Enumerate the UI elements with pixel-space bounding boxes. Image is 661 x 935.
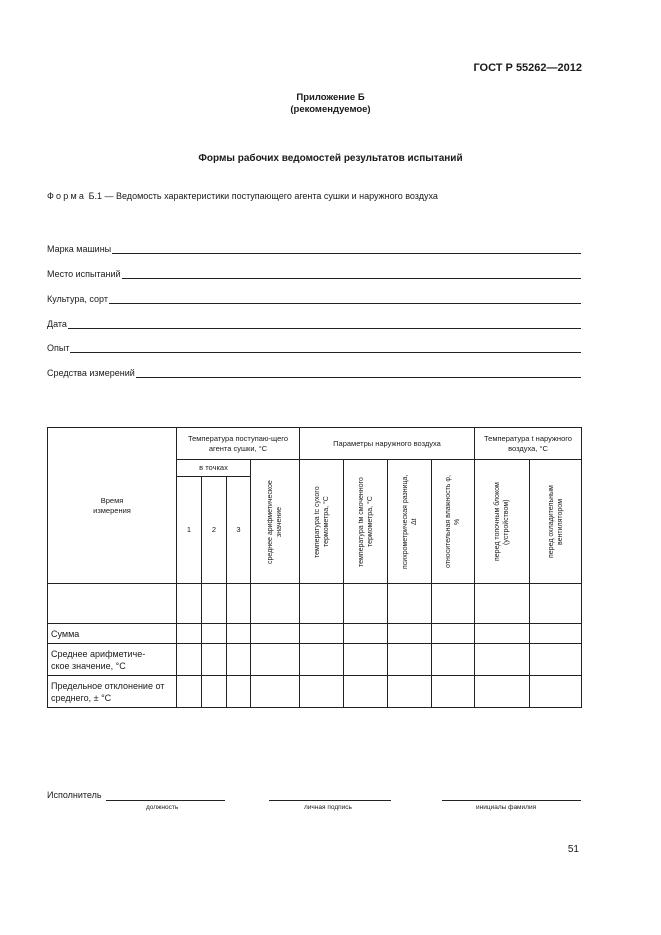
cell[interactable] xyxy=(177,676,202,708)
cell[interactable] xyxy=(432,584,475,624)
cell[interactable] xyxy=(432,624,475,644)
cell[interactable] xyxy=(251,676,300,708)
cell[interactable] xyxy=(344,676,388,708)
header-dry-temp: температура tс сухого термометра, °С xyxy=(300,460,344,584)
annex-title: Приложение Б xyxy=(296,92,365,103)
cell[interactable] xyxy=(344,624,388,644)
cell[interactable] xyxy=(530,644,582,676)
field-label: Дата xyxy=(47,319,67,329)
row-label-sum: Сумма xyxy=(48,624,177,644)
cell[interactable] xyxy=(432,676,475,708)
header-in-points: в точках xyxy=(177,460,251,477)
signature-line xyxy=(269,789,391,801)
header-point-1: 1 xyxy=(177,477,202,584)
header-wet-temp: температура tм смоченного термометра, °С xyxy=(344,460,388,584)
cell[interactable] xyxy=(530,676,582,708)
cell[interactable] xyxy=(227,644,251,676)
cell[interactable] xyxy=(300,584,344,624)
cell[interactable] xyxy=(300,624,344,644)
cell[interactable] xyxy=(388,676,432,708)
form-caption-text: — Ведомость характеристики поступающего агента сушки и наружного воздуха xyxy=(104,191,438,201)
caption-position: должность xyxy=(146,804,179,811)
fill-line xyxy=(68,319,581,329)
annex-subtitle: (рекомендуемое) xyxy=(290,104,371,115)
cell[interactable] xyxy=(344,644,388,676)
fill-line xyxy=(70,343,581,353)
fill-line xyxy=(136,368,581,378)
cell[interactable] xyxy=(475,644,530,676)
header-psychro-diff: психрометрическая разница, Δt xyxy=(388,460,432,584)
cell[interactable] xyxy=(388,624,432,644)
row-label-limit: Предельное отклонение от среднего, ± °С xyxy=(48,676,177,708)
page-number: 51 xyxy=(567,844,579,855)
section-title: Формы рабочих ведомостей результатов испытаний xyxy=(198,153,463,164)
table-row-limit xyxy=(48,676,582,708)
cell[interactable] xyxy=(202,584,227,624)
cell[interactable] xyxy=(475,676,530,708)
cell[interactable] xyxy=(530,584,582,624)
cell[interactable] xyxy=(300,644,344,676)
header-outdoor-params: Параметры наружного воздуха xyxy=(300,428,475,460)
form-prefix: Форма xyxy=(47,191,87,201)
signature-label: Исполнитель xyxy=(47,790,102,800)
cell[interactable] xyxy=(227,624,251,644)
field-crop-variety xyxy=(47,292,581,304)
cell[interactable] xyxy=(202,624,227,644)
cell[interactable] xyxy=(227,676,251,708)
header-mean-value: среднее арифметическое значение xyxy=(251,460,300,584)
field-label: Опыт xyxy=(47,343,70,353)
field-instruments xyxy=(47,366,581,378)
cell[interactable] xyxy=(388,644,432,676)
field-machine-brand xyxy=(47,242,581,254)
name-line xyxy=(442,789,581,801)
cell[interactable] xyxy=(300,676,344,708)
field-label: Средства измерений xyxy=(47,368,135,378)
fill-line xyxy=(122,269,581,279)
cell[interactable] xyxy=(344,584,388,624)
cell[interactable] xyxy=(388,584,432,624)
table-row xyxy=(48,584,582,624)
cell[interactable] xyxy=(177,624,202,644)
cell[interactable] xyxy=(432,644,475,676)
header-point-2: 2 xyxy=(202,477,227,584)
fill-line xyxy=(112,244,581,254)
header-outdoor-temp: Температура t наружного воздуха, °С xyxy=(475,428,582,460)
field-label: Культура, сорт xyxy=(47,294,108,304)
field-label: Место испытаний xyxy=(47,269,121,279)
form-number: Б.1 xyxy=(88,191,102,201)
header-rel-humidity: относительная влажность φ, % xyxy=(432,460,475,584)
field-label: Марка машины xyxy=(47,244,112,254)
header-before-fan: перед охладительным вентилятором xyxy=(530,460,582,584)
cell[interactable] xyxy=(475,624,530,644)
fill-line xyxy=(109,294,581,304)
header-time: Время измерения xyxy=(48,428,177,584)
cell[interactable] xyxy=(227,584,251,624)
caption-name: инициалы фамилия xyxy=(476,804,537,811)
cell[interactable] xyxy=(177,644,202,676)
cell[interactable] xyxy=(530,624,582,644)
cell[interactable] xyxy=(251,584,300,624)
cell[interactable] xyxy=(202,676,227,708)
field-experiment xyxy=(47,341,581,353)
cell[interactable] xyxy=(251,624,300,644)
position-line xyxy=(106,789,225,801)
row-label-mean: Среднее арифметиче-ское значение, °С xyxy=(48,644,177,676)
header-point-3: 3 xyxy=(227,477,251,584)
table-row-mean xyxy=(48,644,582,676)
standard-number: ГОСТ Р 55262—2012 xyxy=(473,62,582,74)
field-date xyxy=(47,317,581,329)
cell[interactable] xyxy=(48,584,177,624)
cell[interactable] xyxy=(202,644,227,676)
results-table xyxy=(47,427,582,708)
cell[interactable] xyxy=(251,644,300,676)
cell[interactable] xyxy=(177,584,202,624)
header-agent-temp: Температура поступаю-щего агента сушки, °С xyxy=(177,428,300,460)
table-row-sum xyxy=(48,624,582,644)
header-before-block: перед топочным блоком (устройством) xyxy=(475,460,530,584)
form-caption xyxy=(47,191,438,201)
cell[interactable] xyxy=(475,584,530,624)
field-test-site xyxy=(47,267,581,279)
caption-signature: личная подпись xyxy=(304,804,352,811)
